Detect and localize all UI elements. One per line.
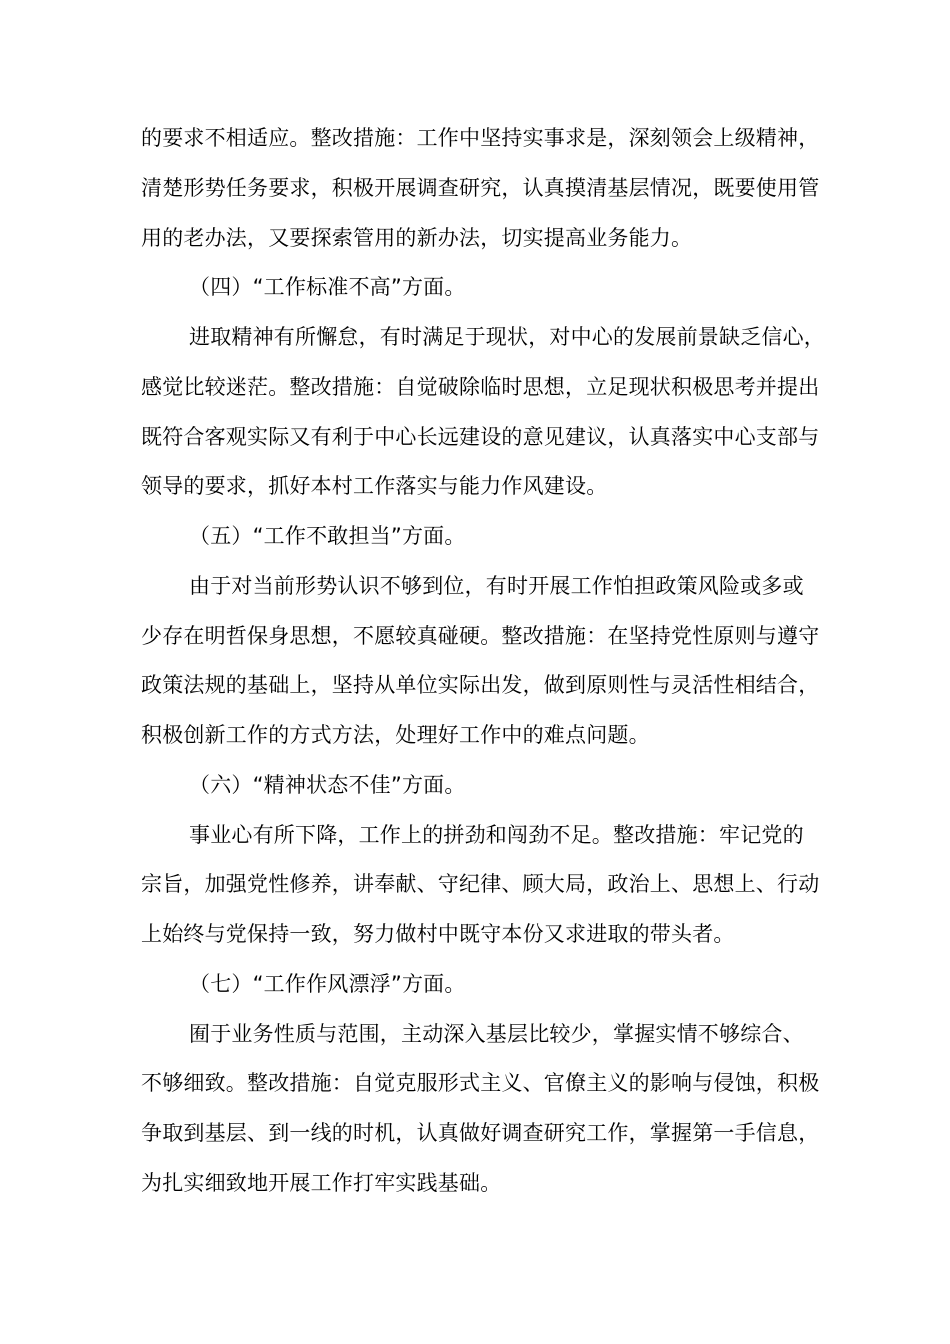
body-text-line: 领导的要求，抓好本村工作落实与能力作风建设。 bbox=[141, 474, 608, 498]
body-text-line: 积极创新工作的方式方法，处理好工作中的难点问题。 bbox=[141, 723, 650, 747]
body-text-line: 由于对当前形势认识不够到位，有时开展工作怕担政策风险或多或 bbox=[189, 574, 804, 598]
section-heading: （七）“工作作风漂浮”方面。 bbox=[189, 972, 466, 996]
body-text-line: 争取到基层、到一线的时机，认真做好调查研究工作，掌握第一手信息， bbox=[141, 1121, 820, 1145]
section-heading: （四）“工作标准不高”方面。 bbox=[189, 275, 466, 299]
section-heading: （五）“工作不敢担当”方面。 bbox=[189, 524, 466, 548]
body-text-line: 进取精神有所懈怠，有时满足于现状，对中心的发展前景缺乏信心， bbox=[189, 325, 825, 349]
body-text-line: 事业心有所下降，工作上的拼劲和闯劲不足。整改措施：牢记党的 bbox=[189, 823, 804, 847]
body-text-line: 宗旨，加强党性修养，讲奉献、守纪律、顾大局，政治上、思想上、行动 bbox=[141, 872, 820, 896]
body-text-line: 的要求不相适应。整改措施：工作中坚持实事求是，深刻领会上级精神， bbox=[141, 126, 820, 150]
body-text-line: 清楚形势任务要求，积极开展调查研究，认真摸清基层情况，既要使用管 bbox=[141, 176, 820, 200]
body-text-line: 少存在明哲保身思想，不愿较真碰硬。整改措施：在坚持党性原则与遵守 bbox=[141, 624, 820, 648]
body-text-line: 不够细致。整改措施：自觉克服形式主义、官僚主义的影响与侵蚀，积极 bbox=[141, 1071, 820, 1095]
section-heading: （六）“精神状态不佳”方面。 bbox=[189, 773, 466, 797]
body-text-line: 上始终与党保持一致，努力做村中既守本份又求进取的带头者。 bbox=[141, 922, 735, 946]
body-text-line: 囿于业务性质与范围，主动深入基层比较少，掌握实情不够综合、 bbox=[189, 1022, 804, 1046]
body-text-line: 感觉比较迷茫。整改措施：自觉破除临时思想，立足现状积极思考并提出 bbox=[141, 375, 820, 399]
body-text-line: 用的老办法，又要探索管用的新办法，切实提高业务能力。 bbox=[141, 226, 693, 250]
body-text-line: 既符合客观实际又有利于中心长远建设的意见建议，认真落实中心支部与 bbox=[141, 425, 820, 449]
body-text-line: 政策法规的基础上，坚持从单位实际出发，做到原则性与灵活性相结合， bbox=[141, 673, 820, 697]
body-text-line: 为扎实细致地开展工作打牢实践基础。 bbox=[141, 1171, 502, 1195]
